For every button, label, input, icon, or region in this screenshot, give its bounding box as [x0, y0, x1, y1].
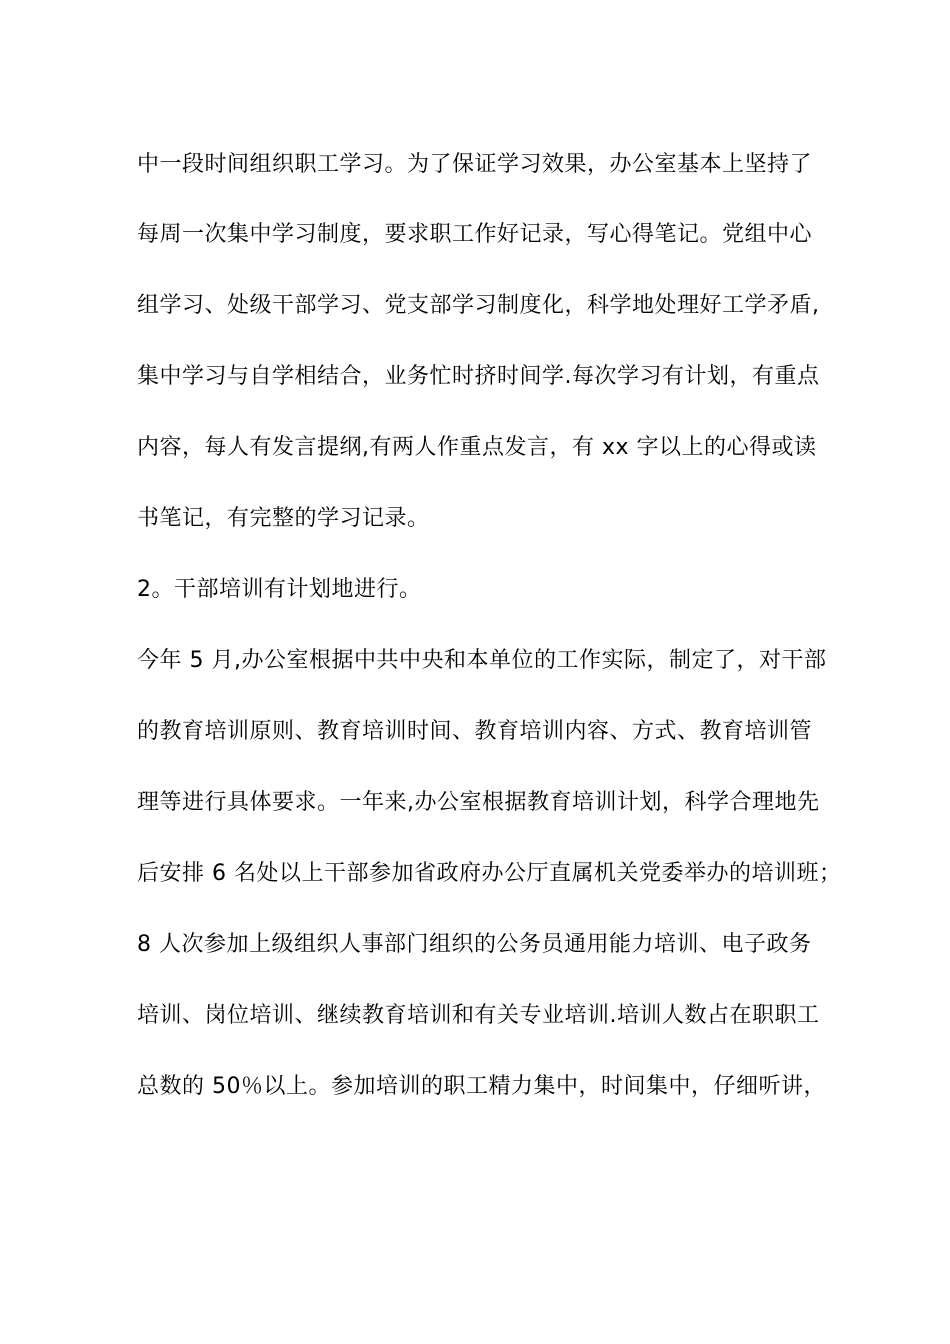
text-line: 书笔记，有完整的学习记录。 — [137, 506, 430, 531]
text-line: 今年 5 月,办公室根据中共中央和本单位的工作实际，制定了，对干部 — [137, 648, 827, 673]
text-line: 中一段时间组织职工学习。为了保证学习效果，办公室基本上坚持了 — [137, 152, 813, 177]
text-line: 8 人次参加上级组织人事部门组织的公务员通用能力培训、电子政务 — [137, 932, 812, 957]
text-line: 集中学习与自学相结合，业务忙时挤时间学.每次学习有计划，有重点 — [137, 364, 820, 389]
text-line: 后安排 6 名处以上干部参加省政府办公厅直属机关党委举办的培训班； — [137, 861, 842, 886]
text-line: 的教育培训原则、教育培训时间、教育培训内容、方式、教育培训管 — [137, 719, 813, 744]
text-line: 每周一次集中学习制度，要求职工作好记录，写心得笔记。党组中心 — [137, 222, 813, 247]
text-line: 内容，每人有发言提纲,有两人作重点发言，有 xx 字以上的心得或读 — [137, 435, 817, 460]
text-line: 总数的 50％以上。参加培训的职工精力集中，时间集中，仔细听讲， — [137, 1074, 826, 1099]
text-line: 培训、岗位培训、继续教育培训和有关专业培训.培训人数占在职职工 — [137, 1003, 820, 1028]
text-line: 理等进行具体要求。一年来,办公室根据教育培训计划，科学合理地先 — [137, 790, 820, 815]
section-heading: 2。干部培训有计划地进行。 — [137, 577, 422, 602]
text-line: 组学习、处级干部学习、党支部学习制度化，科学地处理好工学矛盾, — [137, 293, 820, 318]
